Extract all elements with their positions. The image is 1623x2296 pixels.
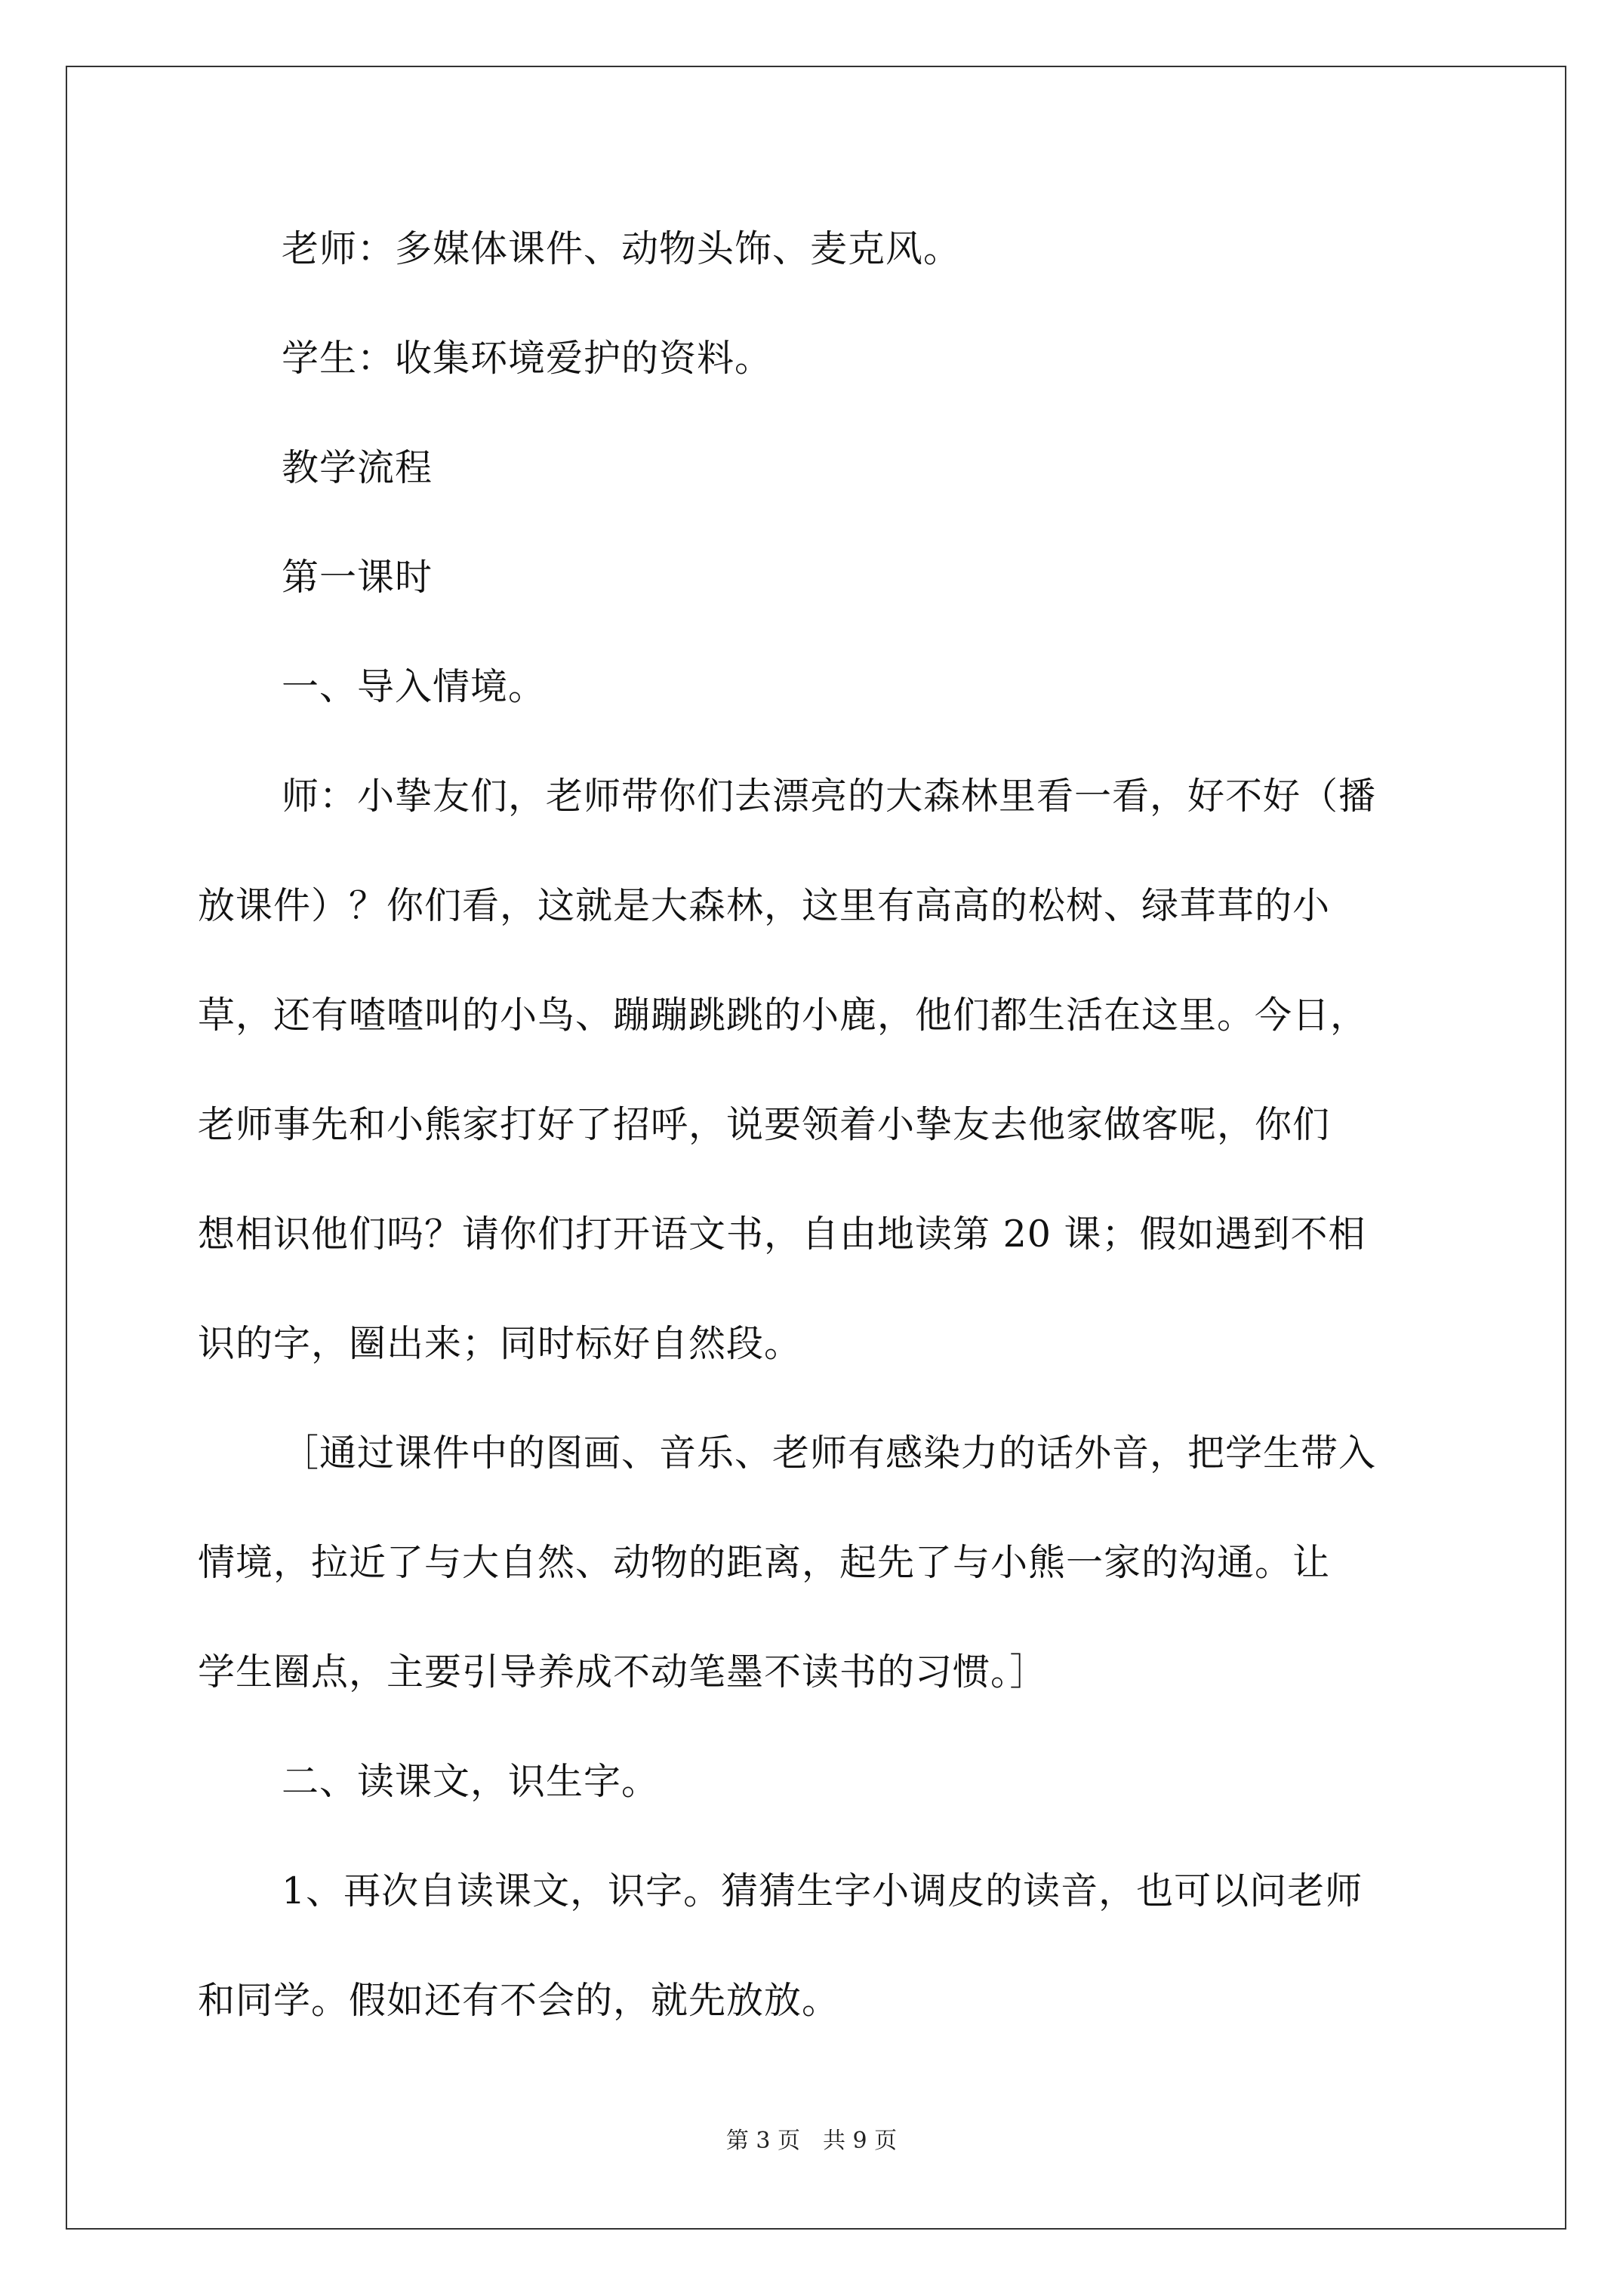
section-heading: 第一课时 <box>282 556 433 599</box>
text-line: 师：小挚友们，老师带你们去漂亮的大森林里看一看，好不好（播 <box>282 775 1377 818</box>
text-line: 情境，拉近了与大自然、动物的距离，起先了与小熊一家的沟通。让 <box>198 1541 1331 1584</box>
text-line: 1、再次自读课文，识字。猜猜生字小调皮的读音，也可以问老师 <box>282 1869 1363 1912</box>
text-line: 学生圈点，主要引导养成不动笔墨不读书的习惯。］ <box>198 1650 1048 1693</box>
text-line: 和同学。假如还有不会的，就先放放。 <box>198 1979 840 2022</box>
text-line: 想相识他们吗？请你们打开语文书，自由地读第 20 课；假如遇到不相 <box>198 1213 1366 1256</box>
text-line: ［通过课件中的图画、音乐、老师有感染力的话外音，把学生带入 <box>282 1432 1377 1475</box>
page-number-footer: 第 3 页 共 9 页 <box>725 2128 898 2154</box>
text-line: 学生：收集环境爱护的资料。 <box>282 337 773 380</box>
text-line: 放课件）？你们看，这就是大森林，这里有高高的松树、绿茸茸的小 <box>198 884 1331 927</box>
text-line: 识的字，圈出来；同时标好自然段。 <box>198 1322 802 1365</box>
text-line: 老师事先和小熊家打好了招呼，说要领着小挚友去他家做客呢，你们 <box>198 1103 1331 1146</box>
text-line: 老师：多媒体课件、动物头饰、麦克风。 <box>282 227 962 270</box>
section-heading: 一、导入情境。 <box>282 665 547 708</box>
section-heading: 教学流程 <box>282 446 433 489</box>
section-heading: 二、读课文，识生字。 <box>282 1760 660 1803</box>
text-line: 草，还有喳喳叫的小鸟、蹦蹦跳跳的小鹿，他们都生活在这里。今日， <box>198 994 1369 1037</box>
